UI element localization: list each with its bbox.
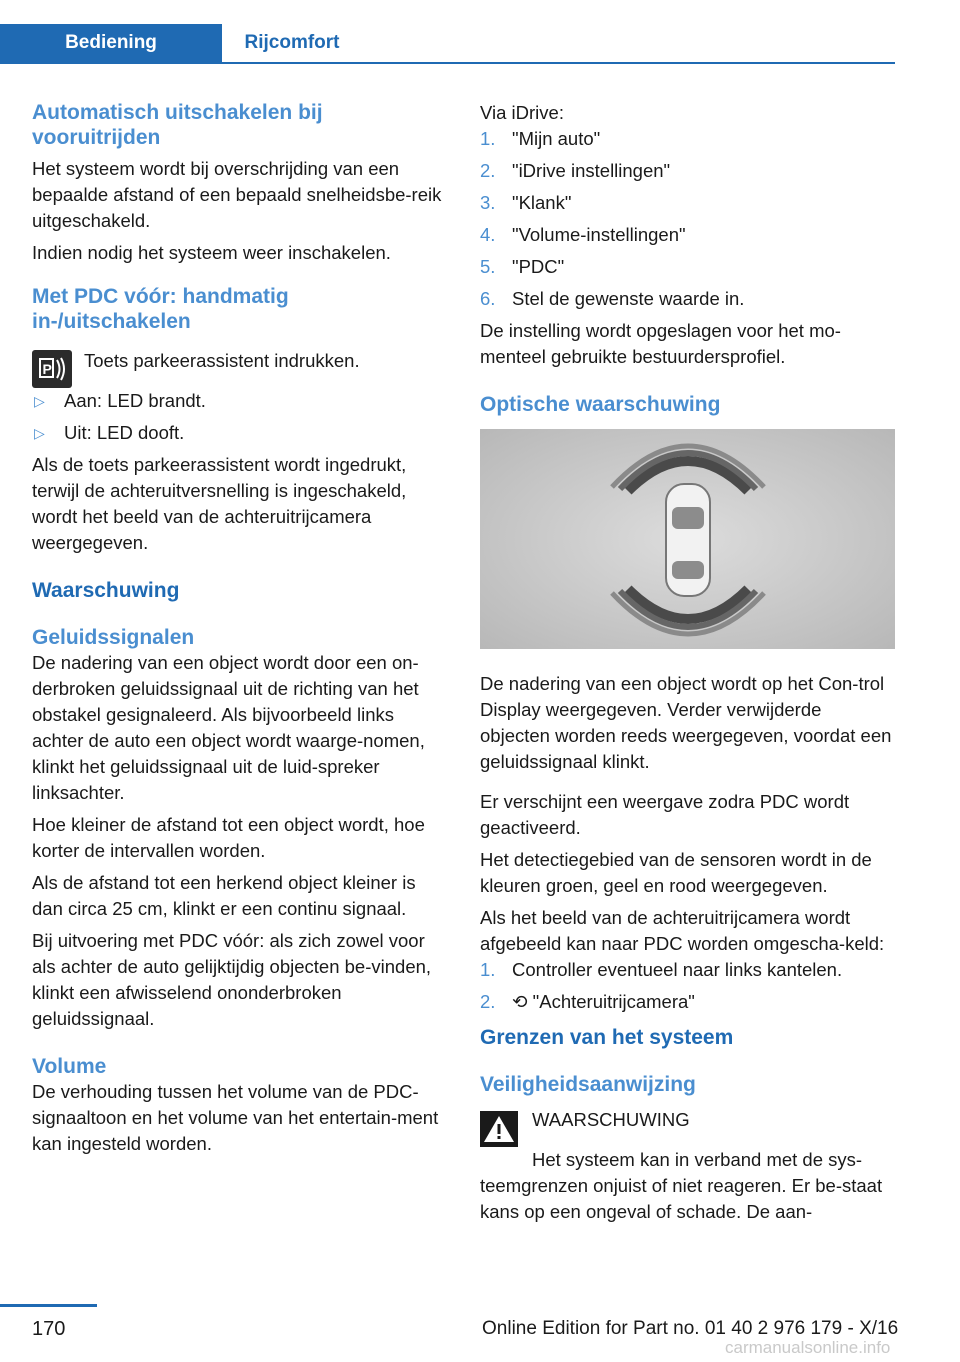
list-item: 2. ⟲ "Achteruitrijcamera" [480,991,695,1012]
page-number: 170 [32,1318,66,1340]
svg-text:P: P [42,361,52,377]
heading-optical-warning: Optische waarschuwing [480,393,721,416]
warning-title: WAARSCHUWING [532,1109,690,1130]
heading-volume: Volume [32,1055,107,1078]
paragraph: Indien nodig het systeem weer inschakelen. [32,242,391,263]
paragraph: Als de afstand tot een herkend object kleiner is dan circa 25 cm, klinkt er een continu signaal. [32,872,416,919]
chapter-tabs [0,24,895,64]
heading-safety-note: Veiligheidsaanwijzing [480,1073,696,1096]
tab-bediening[interactable]: Bediening [0,24,222,62]
list-item: 2. "iDrive instellingen" [480,160,671,181]
heading-auto-off: Automatisch uitschakelen bij vooruitrijden [32,101,323,149]
list-item: 5. "PDC" [480,256,565,277]
idrive-steps [480,126,896,312]
list-item: 3. "Klank" [480,192,572,213]
list-item: ▷ Uit: LED dooft. [32,420,448,446]
heading-sound-signals: Geluidssignalen [32,626,195,649]
heading-pdc-manual: Met PDC vóór: handmatig in-/uitschakelen [32,285,289,333]
right-column [480,100,896,1225]
triangle-bullet-icon: ▷ [34,425,45,441]
paragraph: Als de toets parkeerassistent wordt ingedrukt, terwijl de achteruitversnelling is ingeschakeld, wordt het beeld van de achteruitrijcamera weergegeven. [32,454,407,553]
led-status-list [32,388,448,446]
paragraph: De verhouding tussen het volume van de PDC-signaaltoon en het volume van het entertain-ment kan ingesteld worden. [32,1081,439,1154]
warning-text: Het systeem kan in verband met de sys-teemgrenzen onjuist of niet reageren. Er be-staat kans op een ongeval of schade. De aan- [480,1149,883,1222]
instruction-text: Toets parkeerassistent indrukken. [84,350,360,371]
paragraph: Bij uitvoering met PDC vóór: als zich zowel voor als achter de auto gelijktijdig objecten be-vinden, klinkt een afwisselend ononderbroken geluidssignaal. [32,930,432,1029]
list-item: 1. "Mijn auto" [480,128,601,149]
paragraph: Als het beeld van de achteruitrijcamera wordt afgebeeld kan naar PDC worden omgescha-keld: [480,907,885,954]
list-item: 1. Controller eventueel naar links kantelen. [480,959,843,980]
paragraph: De nadering van een object wordt door een on-derbroken geluidssignaal uit de richting van het obstakel gesignaleerd. Als bijvoorbeeld links achter de auto een object wordt waarge-nomen, klinkt het geluidssignaal uit de luid-spreker linksachter. [32,652,425,803]
paragraph: De nadering van een object wordt op het Con-trol Display weergegeven. Verder verwijderde objecten worden reeds weergegeven, voordat een geluidssignaal klinkt. [480,673,892,772]
heading-system-limits: Grenzen van het systeem [480,1026,734,1049]
triangle-bullet-icon: ▷ [34,393,45,409]
paragraph: Het systeem wordt bij overschrijding van een bepaalde afstand of een bepaald snelheidsbe-reik uitgeschakeld. [32,158,442,231]
left-column [32,100,448,1157]
list-item: ▷ Aan: LED brandt. [32,388,448,414]
paragraph: Hoe kleiner de afstand tot een object wordt, hoe korter de intervallen worden. [32,814,425,861]
camera-steps [480,957,896,1015]
pdc-display-illustration [480,429,895,649]
button-instruction [32,348,448,388]
paragraph: De instelling wordt opgeslagen voor het mo-menteel gebruikte bestuurdersprofiel. [480,320,841,367]
paragraph: Via iDrive: [480,102,564,123]
warning-block [480,1107,896,1147]
footer-rule [0,1304,97,1307]
paragraph: Het detectiegebied van de sensoren wordt in de kleuren groen, geel en rood weergegeven. [480,849,872,896]
list-item: 6. Stel de gewenste waarde in. [480,288,745,309]
tab-rijcomfort[interactable]: Rijcomfort [222,24,362,62]
pdc-camera-icon: ⟲ [512,991,533,1012]
edition-info: Online Edition for Part no. 01 40 2 976 179 - X/16 [482,1318,899,1339]
warning-triangle-icon [480,1111,518,1147]
heading-warning: Waarschuwing [32,579,180,602]
list-item: 4. "Volume-instellingen" [480,224,686,245]
park-assist-button-icon [32,350,72,388]
watermark: carmanualsonline.info [725,1338,891,1357]
paragraph: Er verschijnt een weergave zodra PDC wordt geactiveerd. [480,791,850,838]
